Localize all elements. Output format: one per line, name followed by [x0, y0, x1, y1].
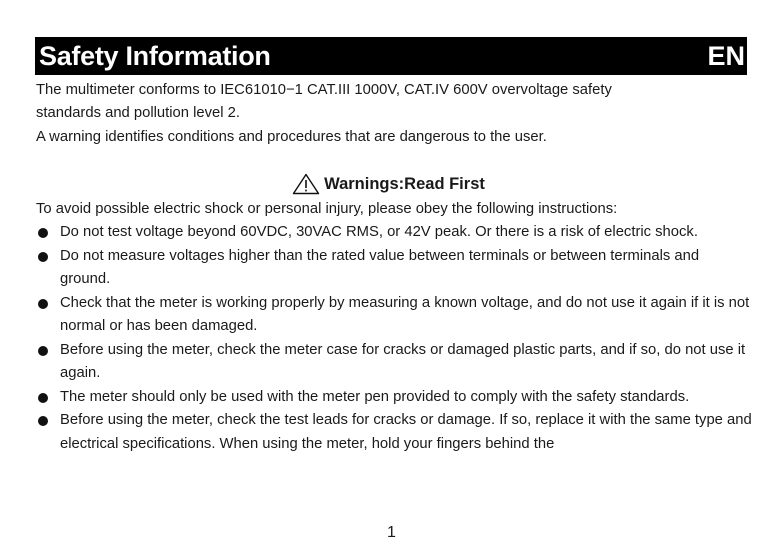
list-item-text: Do not test voltage beyond 60VDC, 30VAC RMS, or 42V peak. Or there is a risk of electric shock.	[60, 224, 698, 240]
intro-line-1: The multimeter conforms to IEC61010−1 CAT.III 1000V, CAT.IV 600V overvoltage safety	[36, 82, 612, 98]
intro-line-3: A warning identifies conditions and procedures that are dangerous to the user.	[36, 129, 547, 145]
list-item	[36, 409, 752, 456]
bullet-dot-icon	[38, 252, 48, 262]
warning-triangle-icon	[292, 173, 320, 195]
warnings-list	[36, 221, 752, 456]
bullet-dot-icon	[38, 299, 48, 309]
list-item	[36, 386, 752, 410]
bullet-dot-icon	[38, 346, 48, 356]
warnings-instruction: To avoid possible electric shock or personal injury, please obey the following instructions:	[36, 201, 618, 217]
section-header-bar	[35, 37, 747, 75]
list-item-text: Before using the meter, check the meter case for cracks or damaged plastic parts, and if so, do not use it again.	[60, 341, 746, 381]
list-item-text: Check that the meter is working properly by measuring a known voltage, and do not use it again if it is not normal or has been damaged.	[60, 294, 750, 334]
bullet-dot-icon	[38, 228, 48, 238]
list-item	[36, 339, 752, 386]
bullet-dot-icon	[38, 416, 48, 426]
list-item-text: The meter should only be used with the meter pen provided to comply with the safety standards.	[60, 388, 690, 405]
warnings-heading-text: Warnings:Read First	[324, 175, 485, 193]
intro-line-2: standards and pollution level 2.	[36, 105, 241, 121]
bullet-dot-icon	[38, 393, 48, 403]
list-item	[36, 292, 752, 339]
list-item	[36, 221, 752, 245]
list-item-text: Do not measure voltages higher than the rated value between terminals or between terminals and ground.	[60, 247, 700, 287]
language-code: EN	[707, 41, 745, 71]
page-number: 1	[387, 524, 396, 541]
list-item	[36, 245, 752, 292]
section-title: Safety Information	[39, 41, 271, 71]
list-item-text: Before using the meter, check the test leads for cracks or damage. If so, replace it with the same type and electrical specifications. When using the meter, hold your fingers behind the	[60, 412, 752, 452]
